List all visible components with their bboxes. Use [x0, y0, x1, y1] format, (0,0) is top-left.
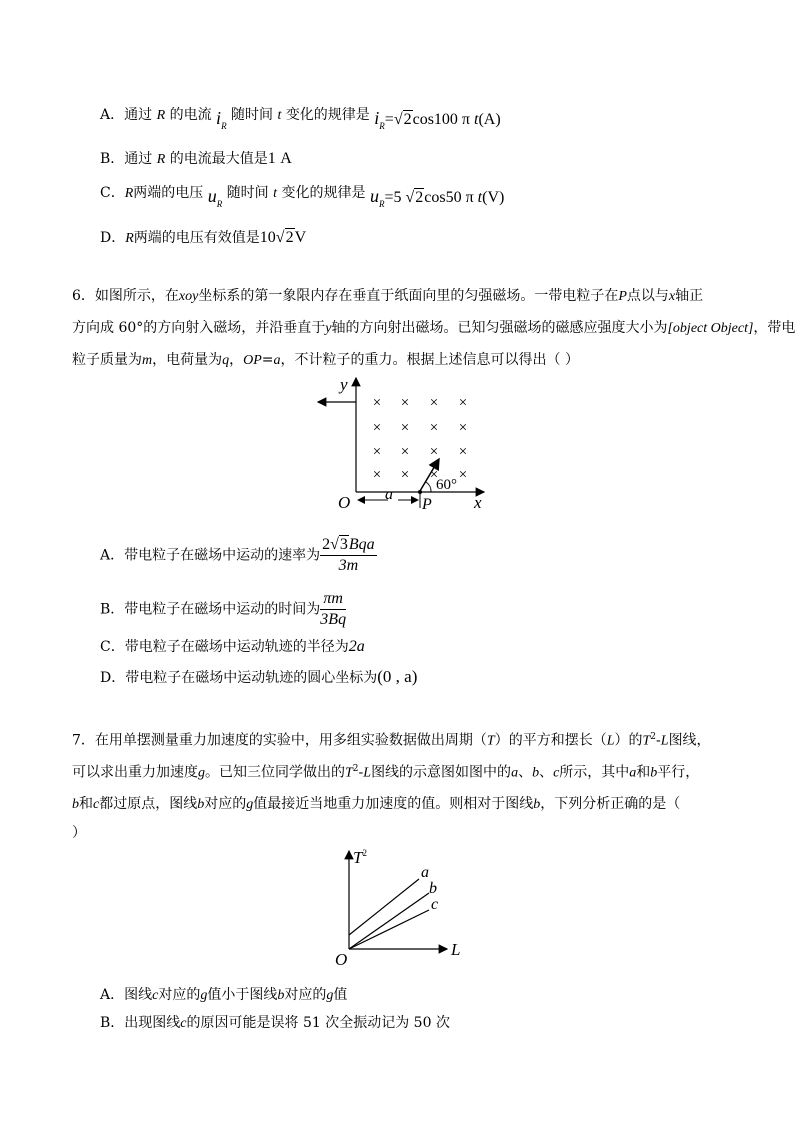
text: 通过 [124, 107, 153, 123]
q7-option-b [100, 1016, 450, 1031]
q6-option-d [100, 668, 417, 685]
cross-mark: × [429, 420, 439, 436]
cross-mark: × [458, 420, 468, 436]
label-o: O [335, 950, 348, 968]
unit: (A) [478, 111, 501, 128]
subscript: R [378, 199, 385, 209]
q7-stem-line2 [72, 765, 699, 781]
text: ）的平方和摆长（ [494, 732, 607, 749]
radicand: 2 [403, 111, 412, 128]
cross-mark: × [429, 395, 439, 411]
var-c: c [93, 797, 100, 812]
q5-option-a [100, 104, 501, 131]
var-xoy: xoy [178, 289, 199, 304]
sqrt: √3 [330, 536, 348, 553]
cross-mark: × [458, 395, 468, 411]
option-label: A． [100, 987, 125, 1003]
var-m: m [142, 353, 153, 368]
text: 。已知三位同学做出的 [205, 764, 345, 781]
option-label: B． [100, 601, 125, 618]
var-i: i [216, 108, 222, 128]
q7-stem-line1 [72, 733, 711, 749]
unit: V [294, 229, 307, 246]
sqrt: √2 [405, 189, 424, 206]
subscript: R [379, 121, 385, 131]
text: 坐标系的第一象限内存在垂直于纸面向里的匀强磁场。一带电粒子在 [198, 288, 619, 304]
denominator: 3m [338, 557, 359, 574]
var-t: T [345, 765, 353, 781]
var-x: x [668, 289, 676, 304]
subscript: R [216, 199, 223, 209]
pendulum-graph-figure [325, 843, 475, 968]
var-b: b [650, 765, 658, 781]
var-p: P [618, 289, 627, 304]
text: 值最接近当地重力加速度的值。则相对于图线 [253, 796, 534, 812]
var-u: u [369, 186, 379, 206]
option-label: B． [100, 1015, 125, 1031]
text: 平行， [657, 764, 700, 781]
var-r: R [125, 231, 134, 246]
var-u: u [207, 186, 217, 206]
var-i: i [374, 108, 380, 128]
sqrt: √2 [275, 229, 294, 246]
expr: cos100 [412, 111, 458, 128]
q5-option-b [100, 151, 292, 167]
text: 、 [518, 764, 533, 781]
cross-mark: × [372, 420, 382, 436]
text: 随时间 [231, 107, 274, 123]
label-p: P [422, 496, 432, 513]
var-c: c [180, 1016, 187, 1031]
text: ，下列分析正确的是（ [540, 796, 681, 812]
unit: (V) [482, 189, 505, 206]
formula-c [369, 186, 505, 209]
var-a: a [511, 765, 519, 781]
label-y: y [340, 375, 348, 394]
value [260, 228, 306, 246]
equals: = [384, 111, 394, 128]
label-x: L [451, 940, 461, 959]
text: 都过原点，图线 [99, 796, 198, 812]
text: - [656, 732, 661, 749]
var-b: b [197, 797, 205, 812]
cross-mark: × [458, 444, 468, 460]
numerator: πm [320, 591, 346, 610]
var-b: b [72, 797, 79, 812]
option-label: A． [100, 547, 125, 564]
cross-mark: × [372, 467, 382, 483]
cross-mark: × [372, 444, 382, 460]
var-r: R [156, 108, 166, 123]
text: 出现图线 [124, 1015, 181, 1031]
text: - [358, 764, 364, 781]
text: 粒子质量为 [72, 352, 142, 368]
line-c [349, 910, 429, 949]
expr: Bqa [348, 536, 375, 553]
text: 轴正 [675, 288, 704, 304]
text: ， [229, 352, 244, 368]
option-label: C． [100, 639, 125, 655]
radicand: 2 [415, 189, 424, 206]
label-a: a [385, 486, 393, 503]
var-r: R [156, 152, 166, 167]
value: (0 , a) [377, 667, 418, 686]
pi: π [465, 189, 474, 206]
text: ，带电 [753, 320, 796, 336]
q6-option-a [100, 537, 377, 574]
label-o: O [338, 493, 351, 512]
fraction [320, 537, 377, 574]
equals: =5 [384, 189, 402, 206]
pi: π [461, 111, 470, 128]
text: 变化的规律是 [285, 107, 370, 123]
expr: cos50 [424, 189, 462, 206]
q6-stem-line1 [72, 289, 703, 304]
number: 10 [259, 229, 276, 246]
var-t: T [486, 733, 495, 749]
text: 两端的电压 [133, 185, 204, 201]
value: 1 [267, 150, 276, 167]
var-t: t [277, 108, 282, 123]
label-x: x [474, 493, 482, 512]
text: 带电粒子在磁场中运动的速率为 [124, 547, 321, 564]
line-b [349, 893, 429, 949]
superscript: 2 [352, 764, 359, 774]
cross-mark: × [400, 395, 410, 411]
field-crosses [373, 395, 467, 483]
text: 和 [636, 764, 651, 781]
q5-option-d [100, 230, 306, 246]
q6-stem-line2 [72, 321, 795, 336]
text: 7．在用单摆测量重力加速度的实验中，用多组实验数据做出周期（ [72, 732, 487, 749]
var-l: L [606, 733, 615, 749]
text: 的原因可能是误将 51 次全振动记为 50 次 [186, 1015, 450, 1031]
var-t: T [642, 733, 651, 749]
var-c: c [553, 765, 560, 781]
text: = [261, 352, 274, 368]
q7-option-a [100, 988, 347, 1003]
cross-mark: × [400, 444, 410, 460]
cross-mark: × [400, 420, 410, 436]
y-sup: 2 [362, 848, 367, 858]
text: 两端的电压有效值是 [133, 230, 260, 246]
var-g: g [326, 988, 334, 1003]
var-b: b [533, 797, 541, 812]
text: 图线， [668, 732, 711, 749]
subscript: R [221, 121, 227, 131]
text: 轴的方向射出磁场。已知匀强磁场的磁感应强度大小为 [331, 320, 668, 336]
text: ，电荷量为 [152, 352, 223, 368]
text: ） [72, 825, 86, 841]
option-label: A． [100, 107, 125, 123]
superscript: 2 [650, 732, 657, 742]
text: 图线 [124, 987, 153, 1003]
var-t: t [477, 189, 483, 206]
var-g: g [198, 765, 205, 781]
label-angle: 60° [436, 477, 457, 493]
q7-stem-line4 [72, 826, 86, 840]
var-t: t [273, 186, 278, 201]
fraction [320, 591, 346, 628]
cross-mark: × [429, 467, 439, 483]
text: ）的 [614, 732, 643, 749]
text: 点以与 [626, 288, 669, 304]
formula-a [374, 108, 501, 131]
option-label: C． [100, 185, 125, 201]
text: 变化的规律是 [281, 185, 366, 201]
text: 图线的示意图如图中的 [371, 764, 512, 781]
q6-option-b [100, 591, 346, 628]
angle-arc [426, 482, 431, 492]
option-label: D． [100, 230, 126, 246]
text: 方向成 60°的方向射入磁场，并沿垂直于 [72, 320, 326, 336]
var-g: g [200, 988, 208, 1003]
text: 、 [539, 764, 554, 781]
var-r: R [124, 186, 134, 201]
q6-stem-line3 [72, 353, 579, 368]
var-op: OP [243, 353, 262, 368]
var-t: t [474, 111, 479, 128]
var-a: a [629, 765, 637, 781]
var-b: [object Object] [667, 321, 754, 336]
var-a: a [273, 353, 281, 368]
var-l: L [660, 733, 669, 749]
text: 值小于图线 [207, 987, 278, 1003]
text: 对应的 [204, 796, 247, 812]
var-l: L [363, 765, 372, 781]
cross-mark: × [400, 467, 410, 483]
value: 2a [348, 638, 365, 655]
var-c: c [152, 988, 159, 1003]
var-q: q [222, 353, 230, 368]
text: 带电粒子在磁场中运动的时间为 [124, 601, 321, 618]
var-b: b [277, 988, 285, 1003]
text: 对应的 [158, 987, 201, 1003]
text: ，不计粒子的重力。根据上述信息可以得出（ ） [280, 352, 579, 368]
text: 的电流 [169, 107, 212, 123]
unit: A [280, 150, 292, 167]
q6-option-c [100, 639, 365, 655]
q5-option-c [100, 182, 505, 209]
label-line-b: b [429, 880, 437, 897]
label-line-a: a [421, 864, 429, 881]
label-y [353, 848, 367, 867]
cross-mark: × [372, 395, 382, 411]
text: 带电粒子在磁场中运动轨迹的圆心坐标为 [125, 670, 378, 686]
var-g: g [246, 797, 254, 812]
var-y: y [325, 321, 332, 336]
text: 6．如图所示，在 [72, 288, 179, 304]
text: 可以求出重力加速度 [72, 764, 198, 781]
cross-mark: × [458, 467, 468, 483]
text: 所示，其中 [559, 764, 630, 781]
y-letter: T [353, 848, 363, 867]
var-b: b [532, 765, 540, 781]
radicand: 3 [339, 536, 348, 553]
number: 2 [322, 536, 331, 553]
text: 对应的 [284, 987, 327, 1003]
numerator [320, 537, 377, 556]
cross-mark: × [429, 444, 439, 460]
magnetic-field-figure [300, 372, 500, 517]
text: 值 [333, 987, 348, 1003]
label-line-c: c [431, 896, 439, 913]
text: 和 [79, 796, 93, 812]
denominator: 3Bq [320, 611, 347, 628]
text: 带电粒子在磁场中运动轨迹的半径为 [124, 639, 349, 655]
option-label: D． [100, 670, 126, 686]
q7-stem-line3 [72, 797, 680, 812]
text: 的电流最大值是 [169, 151, 268, 167]
text: 随时间 [226, 185, 269, 201]
option-label: B． [100, 151, 125, 167]
radicand: 2 [285, 229, 294, 246]
sqrt: √2 [393, 111, 412, 128]
text: 通过 [124, 151, 153, 167]
